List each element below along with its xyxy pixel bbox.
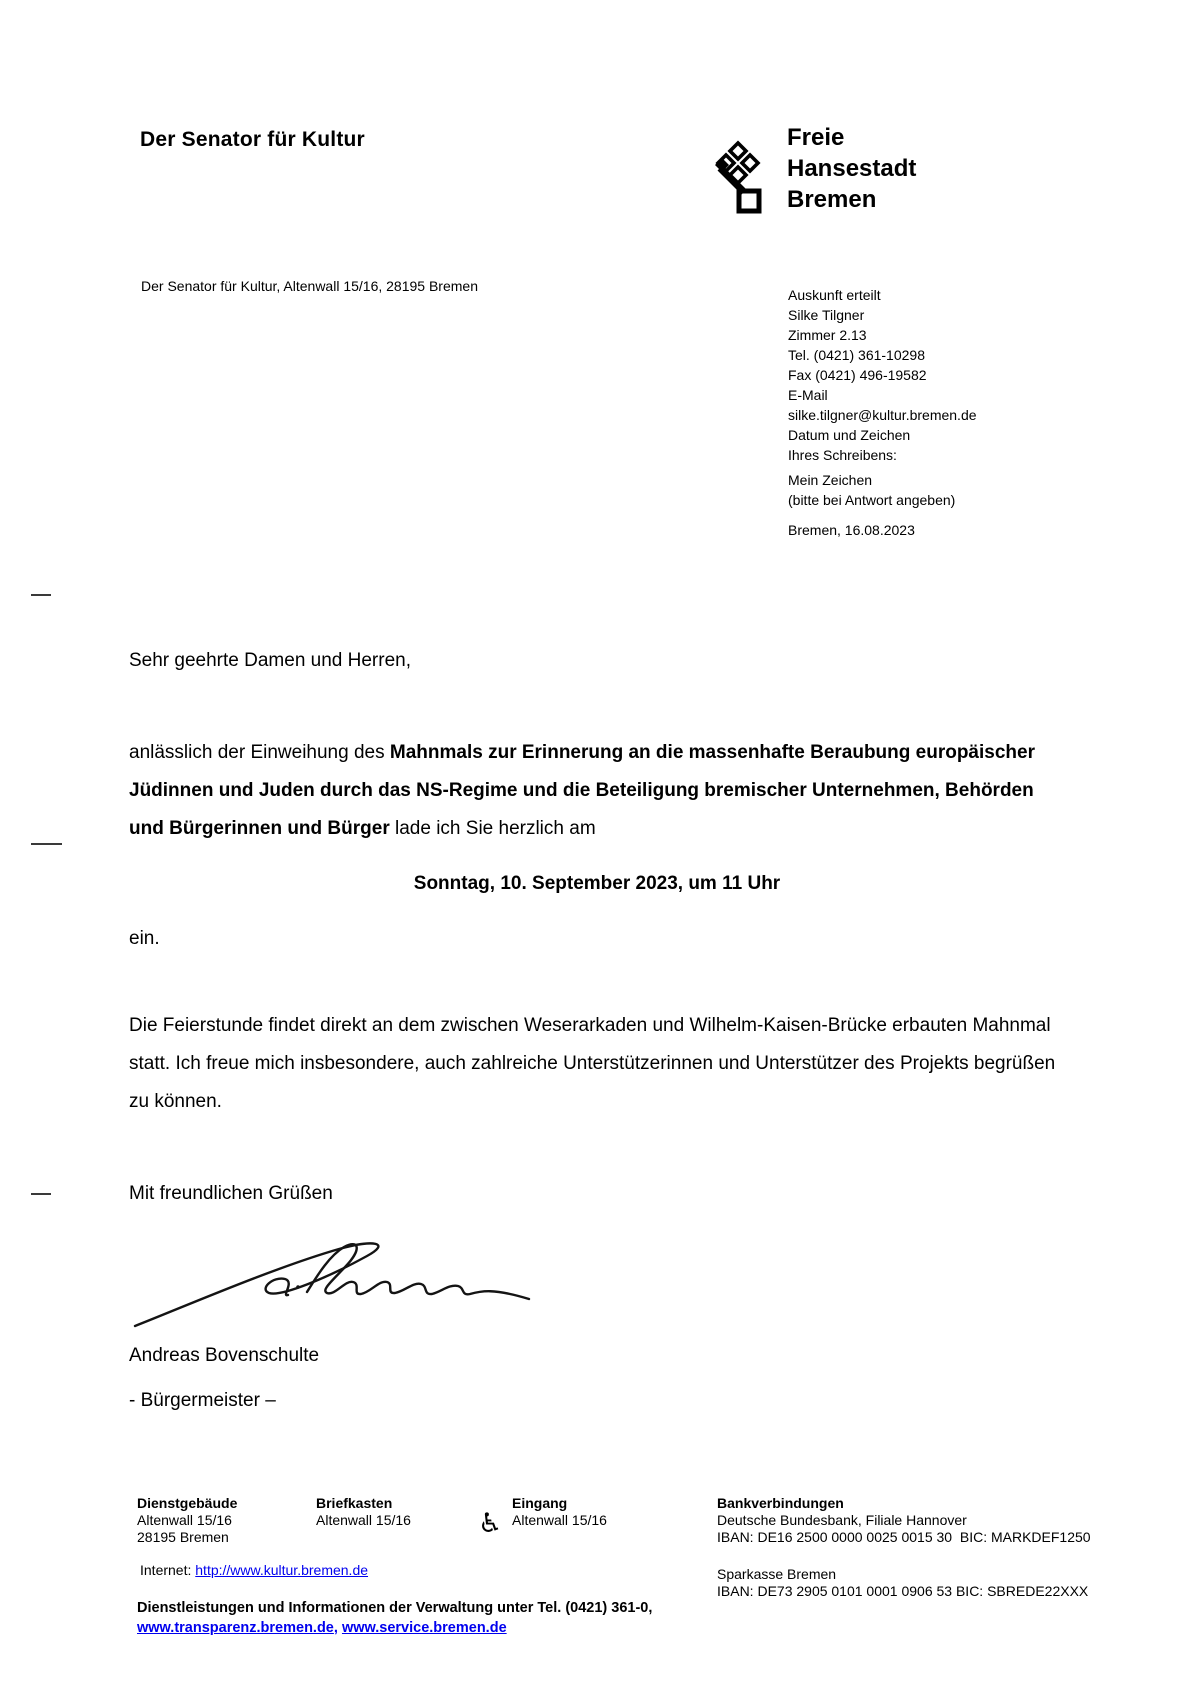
info-line: Zimmer 2.13	[788, 327, 867, 343]
logo-line-3: Bremen	[787, 186, 877, 213]
fold-mark-top	[31, 594, 51, 596]
footer-bank2-name: Sparkasse Bremen	[717, 1566, 837, 1582]
footer-service-building-street: Altenwall 15/16	[137, 1512, 232, 1528]
info-line: Fax (0421) 496-19582	[788, 367, 927, 383]
contact-info-block	[788, 285, 977, 465]
footer-service-building-title: Dienstgebäude	[137, 1495, 238, 1511]
footer-entrance-street: Altenwall 15/16	[512, 1512, 607, 1528]
footer-bank-details	[717, 1495, 1091, 1600]
internet-label: Internet:	[140, 1562, 192, 1578]
paragraph-ceremony-details: Die Feierstunde findet direkt an dem zwischen Weserarkaden und Wilhelm-Kaisen-Brücke erbauten Mahnmal statt. Ich freue mich insbesondere, auch zahlreiche Unterstützerinnen und Unterstützer des Projekts begrüßen zu können.	[129, 1015, 1056, 1112]
footer-bank-title: Bankverbindungen	[717, 1495, 844, 1511]
info-line: Silke Tilgner	[788, 307, 865, 323]
info-email: silke.tilgner@kultur.bremen.de	[788, 407, 977, 423]
portal-link-separator: ,	[333, 1620, 342, 1636]
footer-entrance	[512, 1495, 607, 1529]
sender-department-title: Der Senator für Kultur	[140, 128, 365, 151]
footer-portal-links	[137, 1620, 507, 1636]
paragraph-invitation-post: lade ich Sie herzlich am	[389, 818, 596, 839]
footer-service-building	[137, 1495, 237, 1546]
reference-note: (bitte bei Antwort angeben)	[788, 492, 956, 508]
paragraph-ein: ein.	[129, 928, 160, 949]
signer-name: Andreas Bovenschulte	[129, 1345, 320, 1366]
footer-mailbox-title: Briefkasten	[316, 1495, 393, 1511]
footer-mailbox	[316, 1495, 411, 1529]
return-address-line: Der Senator für Kultur, Altenwall 15/16, 28195 Bremen	[141, 278, 478, 294]
salutation: Sehr geehrte Damen und Herren,	[129, 650, 411, 671]
service-portal-link[interactable]: www.service.bremen.de	[341, 1620, 507, 1636]
reference-block	[788, 470, 955, 510]
paragraph-invitation-memorial-name: Mahnmals zur Erinnerung an die massenhafte Beraubung europäischer Jüdinnen und Juden durch das NS-Regime und die Beteiligung bremischer Unternehmen, Behörden und Bürgerinnen und Bürger	[129, 742, 1035, 839]
logo-line-1: Freie	[787, 124, 845, 151]
fold-mark-bottom	[31, 1193, 51, 1195]
internet-url-link[interactable]: http://www.kultur.bremen.de	[195, 1562, 369, 1578]
info-line: Tel. (0421) 361-10298	[788, 347, 925, 363]
signer-role: - Bürgermeister –	[129, 1390, 276, 1411]
info-line: Auskunft erteilt	[788, 287, 881, 303]
footer-bank2-iban: IBAN: DE73 2905 0101 0001 0906 53 BIC: SBREDE22XXX	[717, 1583, 1089, 1599]
footer-internet-line	[140, 1562, 368, 1578]
info-line: Ihres Schreibens:	[788, 447, 897, 463]
footer-entrance-title: Eingang	[512, 1495, 568, 1511]
footer-mailbox-street: Altenwall 15/16	[316, 1512, 411, 1528]
spacer	[717, 1546, 1091, 1566]
wheelchair-icon: ♿	[478, 1508, 503, 1538]
place-and-date: Bremen, 16.08.2023	[788, 522, 915, 538]
center-mark	[31, 843, 62, 845]
info-line: Datum und Zeichen	[788, 427, 911, 443]
logo-line-2: Hansestadt	[787, 155, 917, 182]
footer-service-building-city: 28195 Bremen	[137, 1529, 229, 1545]
closing-phrase: Mit freundlichen Grüßen	[129, 1183, 333, 1204]
footer-bank1-iban: IBAN: DE16 2500 0000 0025 0015 30 BIC: MARKDEF1250	[717, 1529, 1091, 1545]
reference-label: Mein Zeichen	[788, 472, 873, 488]
event-date-line: Sonntag, 10. September 2023, um 11 Uhr	[413, 873, 781, 894]
bremen-key-icon	[708, 138, 764, 218]
logo-wordmark	[787, 122, 916, 215]
transparenz-portal-link[interactable]: www.transparenz.bremen.de	[137, 1620, 334, 1636]
paragraph-invitation-pre: anlässlich der Einweihung des	[129, 742, 390, 763]
footer-bank1-name: Deutsche Bundesbank, Filiale Hannover	[717, 1512, 967, 1528]
footer-services-info: Dienstleistungen und Informationen der Verwaltung unter Tel. (0421) 361-0,	[137, 1600, 653, 1616]
handwritten-signature	[131, 1236, 533, 1332]
info-line: E-Mail	[788, 387, 828, 403]
paragraph-invitation	[129, 734, 1065, 848]
